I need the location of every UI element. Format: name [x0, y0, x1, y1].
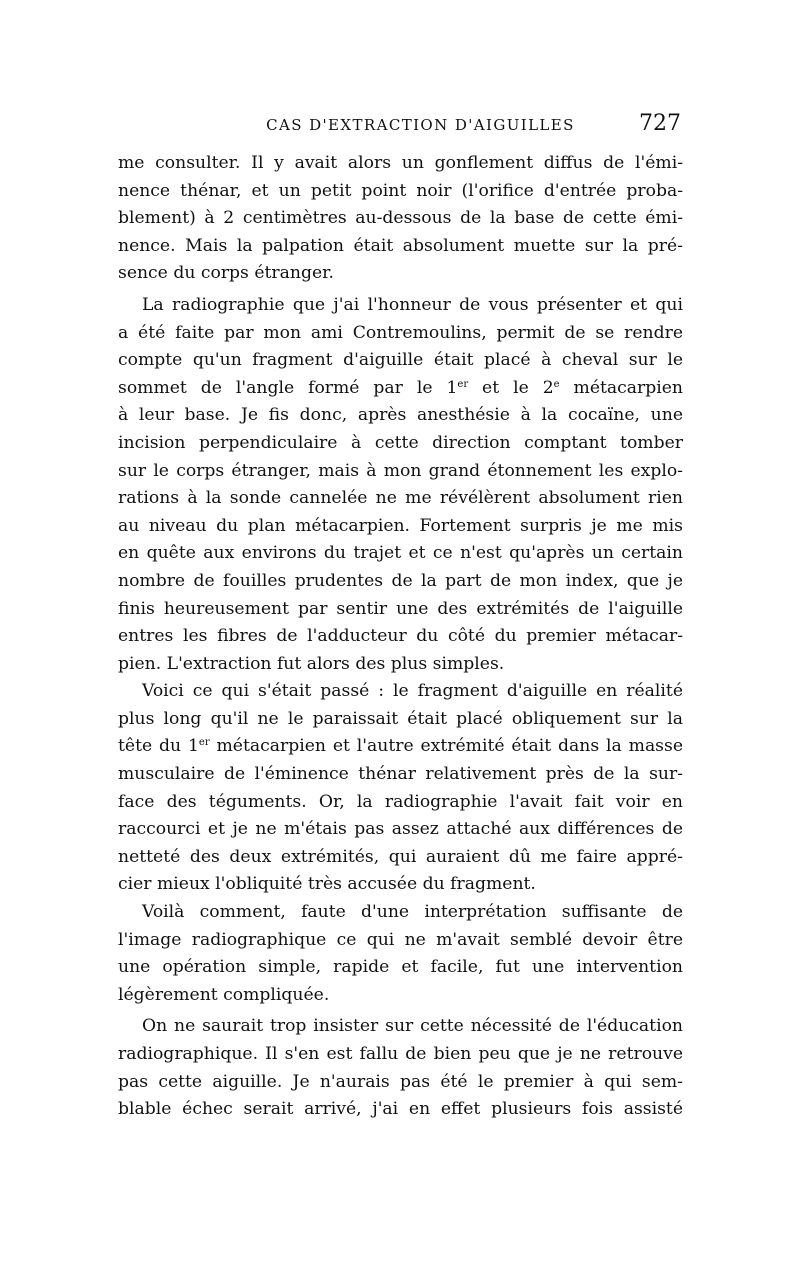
text-line: légèrement compliquée.: [118, 984, 330, 1005]
text-line: Voici ce qui s'était passé : le fragment d'aiguille en réalité: [142, 681, 683, 702]
text-line: cier mieux l'obliquité très accusée du fragment.: [118, 874, 536, 895]
text-line: rations à la sonde cannelée ne me révélèrent absolument rien: [118, 488, 683, 509]
running-title: CAS D'EXTRACTION D'AIGUILLES: [266, 116, 575, 134]
text-line: me consulter. Il y avait alors un gonflement diffus de l'émi-: [118, 153, 683, 173]
text-line: sence du corps étranger.: [118, 263, 334, 284]
superscript: er: [457, 378, 469, 390]
text-line: une opération simple, rapide et facile, fut une intervention: [118, 957, 683, 978]
text-segment: et le 2: [468, 377, 554, 398]
paragraph: [118, 1013, 683, 1123]
text-line: incision perpendiculaire à cette direction comptant tomber: [118, 432, 683, 453]
text-segment: tête du 1: [118, 736, 199, 757]
paragraph: [118, 150, 683, 288]
text-line: face des téguments. Or, la radiographie l'avait fait voir en: [118, 791, 683, 812]
paragraph: [118, 899, 683, 1009]
text-line: La radiographie que j'ai l'honneur de vous présenter et qui: [142, 294, 683, 315]
text-segment: métacarpien: [559, 377, 683, 398]
text-line: plus long qu'il ne le paraissait était placé obliquement sur la: [118, 708, 683, 729]
text-line: nence thénar, et un petit point noir (l'orifice d'entrée proba-: [118, 180, 683, 201]
text-line: au niveau du plan métacarpien. Fortement surpris je me mis: [118, 515, 683, 536]
text-line: sur le corps étranger, mais à mon grand étonnement les explo-: [118, 460, 683, 481]
text-line: [118, 733, 683, 761]
text-line: finis heureusement par sentir une des extrémités de l'aiguille: [118, 598, 683, 619]
text-line: blable échec serait arrivé, j'ai en effet plusieurs fois assisté: [118, 1099, 683, 1120]
superscript: er: [198, 737, 210, 749]
text-line: pas cette aiguille. Je n'aurais pas été le premier à qui sem-: [118, 1071, 683, 1092]
text-line: [118, 375, 683, 403]
text-line: radiographique. Il s'en est fallu de bien peu que je ne retrouve: [118, 1044, 683, 1064]
text-line: a été faite par mon ami Contremoulins, permit de se rendre: [118, 322, 683, 343]
text-line: en quête aux environs du trajet et ce n'est qu'après un certain: [118, 543, 683, 564]
text-line: pien. L'extraction fut alors des plus simples.: [118, 653, 505, 674]
text-line: blement) à 2 centimètres au-dessous de la base de cette émi-: [118, 208, 683, 229]
paragraph: [118, 292, 683, 678]
text-line: nence. Mais la palpation était absolument muette sur la pré-: [118, 235, 683, 256]
body-text: [118, 150, 683, 1124]
superscript: e: [553, 378, 560, 390]
text-line: raccourci et je ne m'étais pas assez attaché aux différences de: [118, 819, 683, 840]
text-line: l'image radiographique ce qui ne m'avait semblé devoir être: [118, 929, 683, 950]
running-head: [118, 112, 683, 142]
text-line: musculaire de l'éminence thénar relativement près de la sur-: [118, 764, 683, 785]
text-line: On ne saurait trop insister sur cette nécessité de l'éducation: [142, 1016, 683, 1037]
paragraph: [118, 678, 683, 899]
text-line: à leur base. Je fis donc, après anesthésie à la cocaïne, une: [118, 405, 683, 426]
text-line: entres les fibres de l'adducteur du côté du premier métacar-: [118, 626, 683, 647]
text-line: nombre de fouilles prudentes de la part de mon index, que je: [118, 570, 683, 591]
text-line: compte qu'un fragment d'aiguille était placé à cheval sur le: [118, 350, 683, 371]
text-segment: métacarpien et l'autre extrémité était dans la masse: [209, 736, 683, 757]
text-line: netteté des deux extrémités, qui auraient dû me faire appré-: [118, 846, 683, 867]
text-segment: sommet de l'angle formé par le 1: [118, 377, 458, 398]
page-number: 727: [639, 111, 681, 136]
text-line: Voilà comment, faute d'une interprétation suffisante de: [142, 902, 683, 923]
